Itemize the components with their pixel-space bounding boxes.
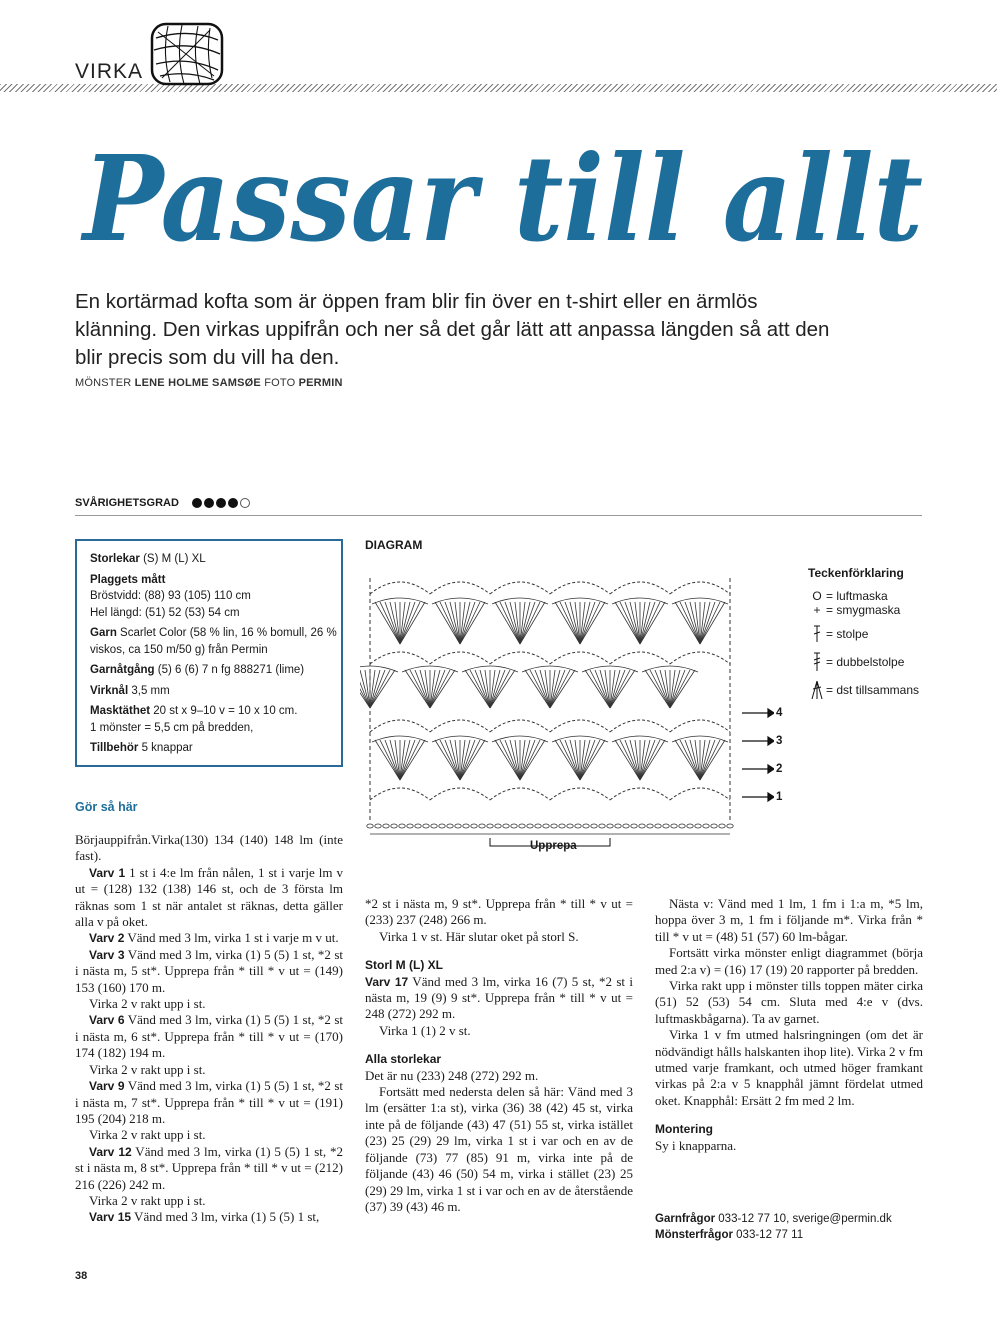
diagram-stroke (490, 670, 510, 708)
diagram-stroke (490, 652, 550, 664)
diagram-stroke (370, 582, 430, 594)
legend-title: Teckenförklaring (808, 566, 904, 580)
credits: MÖNSTER LENE HOLME SAMSØE FOTO PERMIN (75, 377, 343, 389)
diagram-stroke (660, 670, 670, 708)
diagram-stroke (719, 824, 725, 828)
diagram-stroke (670, 720, 730, 732)
diagram-stroke (527, 824, 533, 828)
diagram-stroke (407, 824, 413, 828)
diagram-stroke (700, 740, 710, 780)
materials-box: Storlekar (S) M (L) XL Plaggets mått Bröstvidd: (88) 93 (105) 110 cm Hel längd: (51) 52 (53) 54 cm Garn Scarlet Color (58 % lin, 16 % bomull, 26 % viskos, ca 150 m/50 g) från Permin Garnåtgång (5) 6 (6) 7 n fg 888271 (lime) Virknål 3,5 mm Masktäthet 20 st x 9–10 v = 10 x 10 cm. 1 mönster = 5,5 cm på bredden, Tillbehör 5 knappar (75, 539, 343, 767)
diagram-stroke (470, 670, 490, 708)
diagram-stroke (580, 740, 590, 780)
diagram-stroke (583, 824, 589, 828)
diagram-stroke (460, 602, 470, 644)
diagram-stroke (370, 652, 430, 664)
diagram-stroke (495, 824, 501, 828)
diagram-stroke (400, 602, 420, 644)
diagram-stroke (570, 602, 580, 644)
diagram-stroke (370, 788, 430, 800)
diagram-stroke (703, 824, 709, 828)
diagram-stroke (520, 602, 540, 644)
diagram-stroke (580, 602, 590, 644)
dubbelstolpe-icon (808, 651, 826, 673)
diagram-stroke (490, 720, 550, 732)
diagram-stroke (550, 670, 570, 708)
diagram-stroke (615, 824, 621, 828)
diagram-row-3-label: 3 (776, 735, 783, 747)
crochet-diagram (360, 558, 783, 858)
difficulty-dot-filled-icon (228, 498, 238, 508)
diagram-stroke (530, 670, 550, 708)
diagram-stroke (479, 824, 485, 828)
contact-info: Garnfrågor 033-12 77 10, sverige@permin.dk Mönsterfrågor 033-12 77 11 (655, 1213, 892, 1241)
legend-item: = dubbelstolpe (808, 648, 968, 676)
page-number: 38 (75, 1270, 88, 1282)
diagram-row-2-label: 2 (776, 763, 783, 775)
diagram-stroke (600, 670, 610, 708)
intro-text: En kortärmad kofta som är öppen fram blir fin över en t-shirt eller en ärmlös klänning. Den virkas uppifrån och ner så det går lätt att anpassa längden så att den blir precis som du vill ha den. (75, 290, 830, 369)
diagram-stroke (640, 740, 660, 780)
diagram-stroke (400, 740, 420, 780)
diagram-stroke (399, 824, 405, 828)
diagram-stroke (559, 824, 565, 828)
diagram-stroke (391, 824, 397, 828)
diagram-stroke (440, 602, 460, 644)
diagram-stroke (383, 824, 389, 828)
diagram-stroke (370, 670, 390, 708)
diagram-stroke (599, 824, 605, 828)
diagram-stroke (550, 652, 610, 664)
diagram-stroke (610, 670, 630, 708)
section-label: VIRKA (75, 60, 144, 83)
chain-stitch-icon: O (812, 589, 822, 603)
diagram-stroke (670, 670, 680, 708)
diagram-stroke (550, 582, 610, 594)
diagram-stroke (430, 582, 490, 594)
diagram-stroke (447, 824, 453, 828)
diagram-stroke (511, 824, 517, 828)
diagram-stroke (490, 582, 550, 594)
diagram-stroke (390, 740, 400, 780)
diagram-stroke (620, 602, 640, 644)
diagram-stroke (551, 824, 557, 828)
difficulty-dot-filled-icon (216, 498, 226, 508)
diagram-stroke (520, 602, 530, 644)
diagram-stroke (550, 670, 560, 708)
diagram-stroke (690, 602, 700, 644)
diagram-stroke (500, 602, 520, 644)
diagram-stroke (423, 824, 429, 828)
diagram-stroke (671, 824, 677, 828)
diagram-stroke (727, 824, 733, 828)
diagram-stroke (503, 824, 509, 828)
diagram-stroke (640, 602, 660, 644)
diagram-stroke (463, 824, 469, 828)
diagram-stroke (647, 824, 653, 828)
slip-stitch-icon: + (813, 603, 821, 617)
diagram-stroke (400, 602, 410, 644)
diagram-stroke (680, 740, 700, 780)
diagram-stroke (610, 652, 670, 664)
diagram-row-4-label: 4 (776, 707, 783, 719)
diagram-stroke (430, 720, 490, 732)
diagram-stroke (711, 824, 717, 828)
difficulty-dot-empty-icon (240, 498, 250, 508)
diagram-stroke (620, 740, 640, 780)
diagram-stroke (415, 824, 421, 828)
diagram-stroke (623, 824, 629, 828)
legend-item: = dst tillsammans (808, 676, 968, 704)
diagram-stroke (455, 824, 461, 828)
diagram-stroke (591, 824, 597, 828)
diagram-stroke (540, 670, 550, 708)
page-title-text: Passar till allt (80, 129, 924, 268)
diagram-stroke (520, 740, 530, 780)
instructions-heading: Gör så här (75, 800, 138, 814)
diagram-stroke (695, 824, 701, 828)
diagram-stroke (375, 824, 381, 828)
legend-item: + = smygmaska (808, 600, 968, 620)
diagram-stroke (430, 788, 490, 800)
stolpe-icon (808, 624, 826, 644)
diagram-stroke (607, 824, 613, 828)
diagram-stroke (655, 824, 661, 828)
diagram-stroke (550, 720, 610, 732)
instructions-column-1: Börjauppifrån.Virka(130) 134 (140) 148 lm (inte fast). Varv 1 1 st i 4:e lm från nålen, 1 st i varje lm v ut = (128) 132 (138) 146 st, och de 3 första lm räknas som 1 st när antalet st räknas, detta gäller alla v på oket. Varv 2 Vänd med 3 lm, virka 1 st i varje m v ut. Varv 3 Vänd med 3 lm, virka (1) 5 (5) 1 st, *2 st i nästa m, 5 st*. Upprepa från * till * v ut = (149) 153 (160) 170 m. Virka 2 v rakt upp i st. Varv 6 Vänd med 3 lm, virka (1) 5 (5) 1 st, *2 st i nästa m, 6 st*. Upprepa från * till * v ut = (170) 174 (182) 194 m. Virka 2 v rakt upp i st. Varv 9 Vänd med 3 lm, virka (1) 5 (5) 1 st, *2 st i nästa m, 7 st*. Upprepa från * till * v ut = (191) 195 (204) 218 m. Virka 2 v rakt upp i st. Varv 12 Vänd med 3 lm, virka (1) 5 (5) 1 st, *2 st i nästa m, 8 st*. Upprepa från * till * v ut = (212) 216 (226) 242 m. Virka 2 v rakt upp i st. Varv 15 Vänd med 3 lm, virka (1) 5 (5) 1 st, (75, 832, 344, 1225)
diagram-stroke (430, 670, 440, 708)
diagram-stroke (575, 824, 581, 828)
diagram-stroke (400, 740, 410, 780)
diagram-stroke (580, 602, 600, 644)
diagram-stroke (670, 670, 690, 708)
diagram-stroke (490, 670, 500, 708)
diagram-stroke (687, 824, 693, 828)
diagram-stroke (370, 670, 380, 708)
diagram-stroke (535, 824, 541, 828)
diagram-stroke (550, 788, 610, 800)
diagram-stroke (690, 740, 700, 780)
diagram-stroke (500, 740, 520, 780)
diagram-stroke (700, 740, 720, 780)
dst-tillsammans-icon (808, 679, 826, 701)
diagram-label: DIAGRAM (365, 538, 423, 552)
diagram-stroke (370, 720, 430, 732)
diagram-stroke (670, 582, 730, 594)
yarn-ball-icon (148, 18, 226, 90)
difficulty-label: SVÅRIGHETSGRAD (75, 497, 179, 509)
diagram-stroke (410, 670, 430, 708)
page-title (75, 128, 935, 278)
diagram-stroke (510, 740, 520, 780)
diagram-stroke (580, 740, 600, 780)
difficulty-row (75, 497, 922, 516)
diagram-stroke (670, 788, 730, 800)
diagram-stroke (700, 602, 710, 644)
diagram-stroke (380, 740, 400, 780)
diagram-stroke (663, 824, 669, 828)
repeat-label: Upprepa (530, 840, 577, 852)
diagram-stroke (519, 824, 525, 828)
diagram-stroke (560, 740, 580, 780)
instructions-column-3: Nästa v: Vänd med 1 lm, 1 fm i 1:a m, *5 lm, hoppa över 3 m, 1 fm i följande m*. Virka från * till * v ut = (48) 51 (57) 60 lm-bågar. Fortsätt virka mönster enligt diagrammet (börja med 2:a v) = (16) 17 (19) 20 rapporter på bredden. Virka rakt upp i mönster tills toppen mäter cirka (51) 52 (53) 54 cm. Sluta med 4:e v (dvs. luftmaskbågarna). Ta av garnet. Virka 1 v fm utmed halsringningen (om det är nödvändigt hålls halskanten ihop lite). Virka 2 v fm utmed varje framkant, och utmed höger framkant virkas på 2:a v 5 knapphål jämnt fördelat utmed oket. Knapphål: Ersätt 2 fm med 2 lm. Montering Sy i knapparna. (655, 896, 923, 1153)
diagram-stroke (471, 824, 477, 828)
diagram-stroke (560, 602, 580, 644)
diagram-stroke (460, 602, 480, 644)
diagram-stroke (450, 602, 460, 644)
diagram-stroke (431, 824, 437, 828)
diagram-stroke (640, 602, 650, 644)
diagram-stroke (567, 824, 573, 828)
diagram-stroke (630, 740, 640, 780)
diagram-stroke (679, 824, 685, 828)
diagram-stroke (390, 602, 400, 644)
diagram-stroke (610, 670, 620, 708)
diagram-stroke (640, 740, 650, 780)
row-arrows (740, 706, 774, 806)
diagram-stroke (487, 824, 493, 828)
diagram-stroke (430, 670, 450, 708)
diagram-stroke (490, 788, 550, 800)
difficulty-dot-filled-icon (204, 498, 214, 508)
diagram-stroke (439, 824, 445, 828)
diagram-stroke (420, 670, 430, 708)
difficulty-rating (192, 497, 252, 509)
legend (808, 566, 968, 704)
diagram-stroke (367, 824, 373, 828)
diagram-stroke (543, 824, 549, 828)
difficulty-dot-filled-icon (192, 498, 202, 508)
diagram-stroke (380, 602, 400, 644)
diagram-stroke (480, 670, 490, 708)
diagram-stroke (610, 582, 670, 594)
legend-item: O = luftmaska (808, 586, 968, 606)
legend-item: = stolpe (808, 620, 968, 648)
diagram-stroke (590, 670, 610, 708)
diagram-stroke (520, 740, 540, 780)
diagram-stroke (630, 602, 640, 644)
diagram-stroke (670, 652, 730, 664)
diagram-stroke (510, 602, 520, 644)
instructions-column-2: *2 st i nästa m, 9 st*. Upprepa från * till * v ut = (233) 237 (248) 266 m. Virka 1 v st. Här slutar oket på storl S. Storl M (L) XL Varv 17 Vänd med 3 lm, virka 16 (7) 5 st, *2 st i nästa m, 19 (9) 9 st*. Upprepa från * till * v ut = 248 (272) 292 m. Virka 1 (1) 2 v st. Alla storlekar Det är nu (233) 248 (272) 292 m. Fortsätt med nedersta delen så här: Vänd med 3 lm (ersätter 1:a st), virka (36) 38 (42) 45 st, virka inte på de följande (43) 47 (51) 55 st, virka istället (23) 25 (29) 29 lm, virka 1 st i var och en av de följande (73) 77 (85) 91 m, virka inte på de följande (43) 46 (50) 54 m, virka i stället (23) 25 (29) 29 lm, virka 1 st i var och en av de återstående (37) 39 (43) 46 m. (365, 896, 633, 1214)
diagram-stroke (430, 652, 490, 664)
diagram-stroke (440, 740, 460, 780)
diagram-stroke (639, 824, 645, 828)
diagram-stroke (631, 824, 637, 828)
diagram-row-1-label: 1 (776, 791, 783, 803)
diagram-stroke (360, 670, 370, 708)
diagram-stroke (610, 788, 670, 800)
diagram-stroke (570, 740, 580, 780)
diagram-stroke (460, 740, 480, 780)
diagram-stroke (610, 720, 670, 732)
diagram-stroke (680, 602, 700, 644)
diagram-stroke (360, 666, 398, 672)
diagram-stroke (650, 670, 670, 708)
diagram-stroke (700, 602, 720, 644)
diagram-stroke (450, 740, 460, 780)
diagram-stroke (460, 740, 470, 780)
